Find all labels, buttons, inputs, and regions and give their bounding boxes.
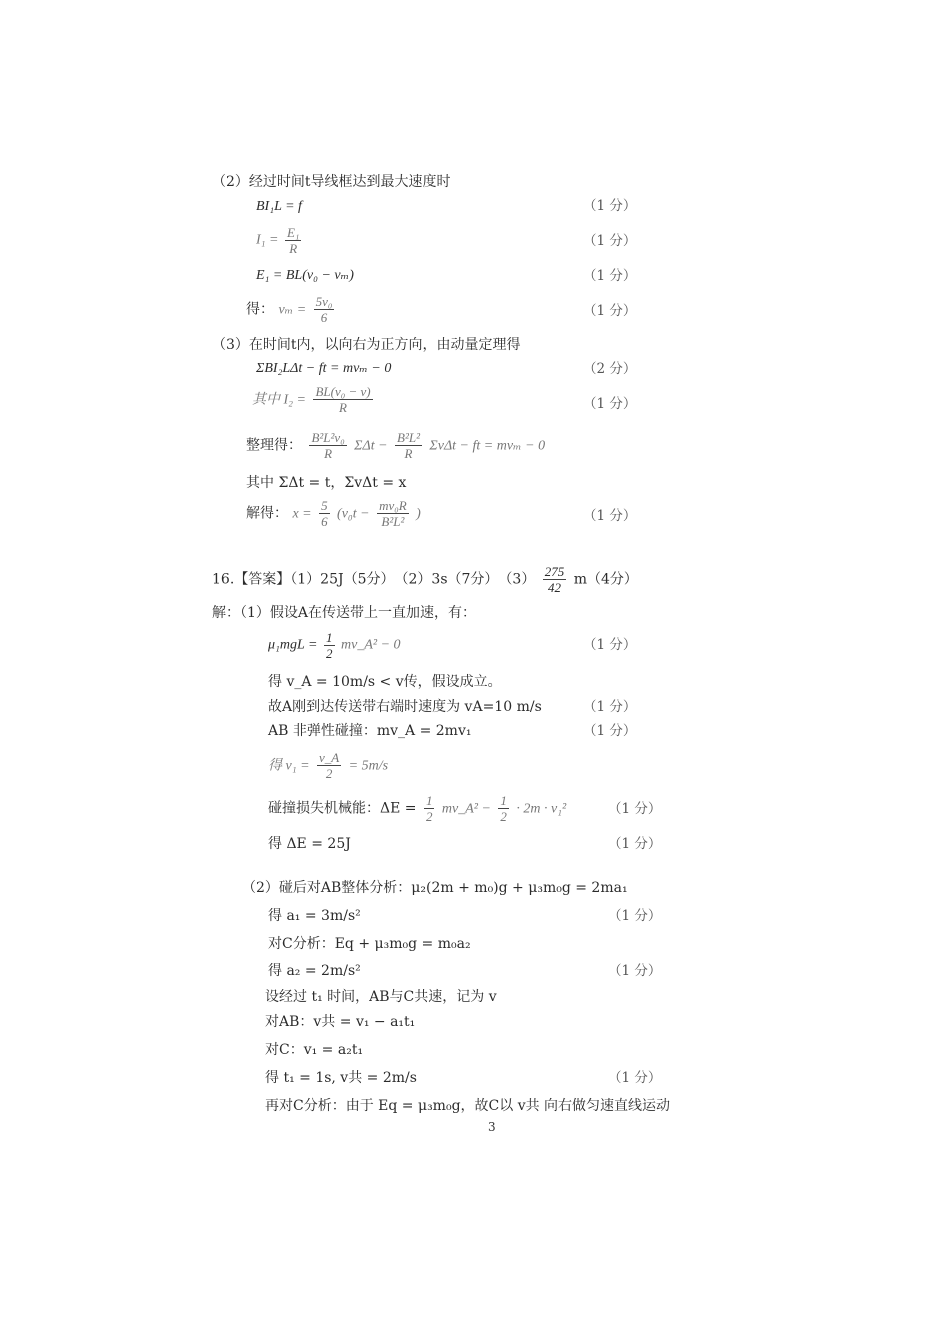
score-label: （1 分） (608, 963, 662, 979)
s2-eq4: 设经过 t₁ 时间，AB与C共速，记为 v (265, 989, 497, 1005)
p2-eq1: BI₁L = f (256, 199, 302, 214)
score-label: （1 分） (583, 233, 637, 249)
score-label: （1 分） (583, 268, 637, 284)
score-label: （1 分） (583, 508, 637, 524)
p2-eq2: I₁ = $\frac{\text{E₁}}{R}$ (256, 225, 300, 256)
p3-eq4: 其中 ΣΔt = t，ΣvΔt = x (246, 475, 407, 491)
p3-eq3: 整理得： $\frac{\text{B²L²v₀}}{R}$ ΣΔt − $\frac{\text{B²L²}}{R}$ ΣvΔt − ft = mvₘ − 0 (246, 430, 546, 461)
s2-eq3: 得 a₂ = 2m/s² (268, 963, 361, 979)
part3-heading: （3）在时间t内，以向右为正方向，由动量定理得 (212, 337, 521, 353)
p2-result: 得： vₘ = $\frac{\text{5v₀}}{6}$ (246, 294, 333, 325)
p3-eq5: 解得： x = $\frac{5}{6}$ (v₀t − $\frac{\text{mv₀R}}{\text{B²L²}}$ ) (246, 498, 421, 529)
score-label: （1 分） (583, 699, 637, 715)
score-label: （2 分） (583, 361, 637, 377)
s1-eq6: 碰撞损失机械能：ΔE = $\frac{1}{2}$ mv_A² − $\frac{1}{2}$ · 2m · v₁² (268, 793, 567, 824)
s1-eq2: 得 v_A = 10m/s < v传，假设成立。 (268, 674, 502, 690)
s1-eq1: μ₁mgL = $\frac{1}{2}$ mv_A² − 0 (268, 630, 401, 661)
score-label: （1 分） (583, 723, 637, 739)
score-label: （1 分） (608, 908, 662, 924)
q16-answer: 16.【答案】（1）25J（5分） （2）3s（7分） （3） $\frac{275}{42}$ m（4分） (212, 564, 638, 595)
s1-eq7: 得 ΔE = 25J (268, 836, 351, 852)
score-label: （1 分） (583, 198, 637, 214)
s1-eq4: AB 非弹性碰撞：mv_A = 2mv₁ (268, 723, 472, 739)
p2-eq3: E₁ = BL(v₀ − vₘ) (256, 268, 354, 283)
s2-eq2: 对C分析：Eq + μ₃m₀g = m₀a₂ (268, 936, 471, 952)
score-label: （1 分） (608, 801, 662, 817)
s2-eq7: 得 t₁ = 1s, v共 = 2m/s (265, 1070, 417, 1086)
score-label: （1 分） (583, 637, 637, 653)
solution-intro: 解：（1）假设A在传送带上一直加速，有： (212, 605, 477, 621)
s2-eq6: 对C：v₁ = a₂t₁ (265, 1042, 364, 1058)
part2-heading: （2）经过时间t导线框达到最大速度时 (212, 174, 451, 190)
s2-eq8: 再对C分析：由于 Eq = μ₃m₀g，故C以 v共 向右做匀速直线运动 (265, 1098, 671, 1114)
p3-eq1: ΣBI₂LΔt − ft = mvₘ − 0 (256, 361, 392, 376)
s2-heading: （2）碰后对AB整体分析：μ₂(2m + m₀)g + μ₃m₀g = 2ma₁ (242, 880, 628, 896)
s1-eq3: 故A刚到达传送带右端时速度为 vA=10 m/s (268, 699, 542, 715)
score-label: （1 分） (583, 396, 637, 412)
s2-eq5: 对AB：v共 = v₁ − a₁t₁ (265, 1014, 416, 1030)
page-number: 3 (488, 1120, 496, 1134)
score-label: （1 分） (608, 1070, 662, 1086)
score-label: （1 分） (608, 836, 662, 852)
s1-eq5: 得 v₁ = $\frac{v\_A}{2}$ = 5m/s (268, 750, 389, 781)
p3-eq2: 其中 I₂ = $\frac{\text{BL(v₀ − v)}}{R}$ (252, 384, 371, 415)
score-label: （1 分） (583, 303, 637, 319)
s2-eq1: 得 a₁ = 3m/s² (268, 908, 361, 924)
